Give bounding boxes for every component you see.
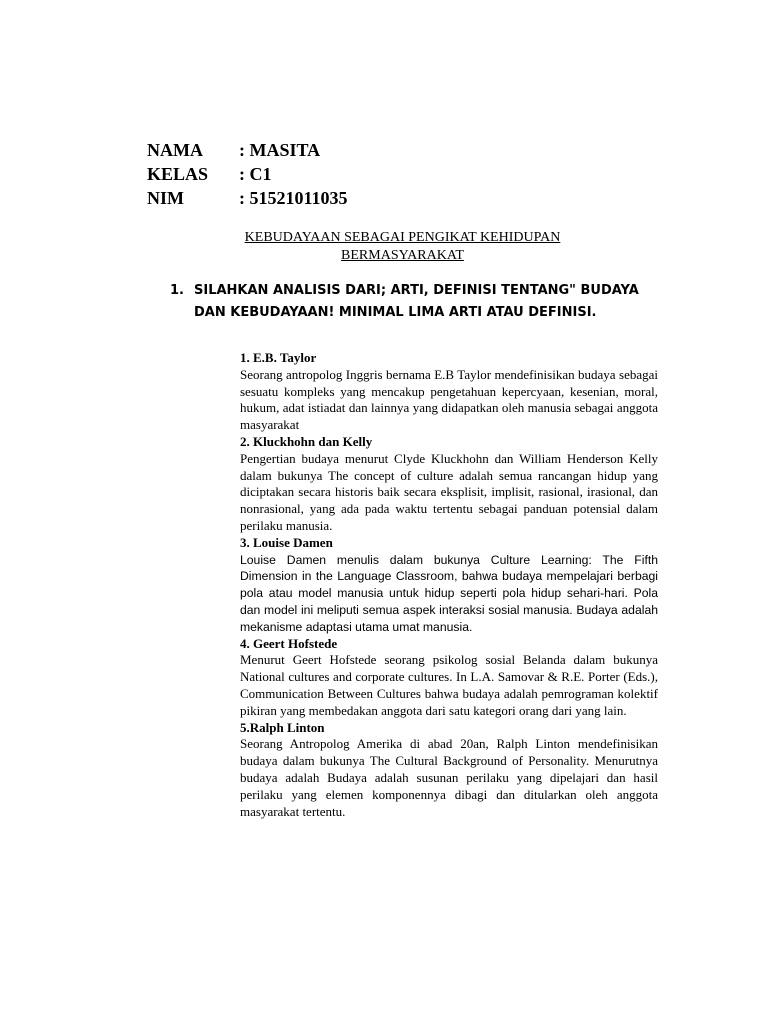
title-line-2: BERMASYARAKAT xyxy=(341,248,464,263)
definition-title: 3. Louise Damen xyxy=(240,534,333,550)
identity-value: : C1 xyxy=(239,164,272,184)
definition-body: Seorang antropolog Inggris bernama E.B Taylor mendefinisikan budaya sebagai sesuatu kompleks yang mencakup pengetahuan kepercyaan, kesenian, moral, hukum, adat istiadat dan lainnya yang didapatkan oleh manusia sebagai anggota masyarakat xyxy=(240,366,658,433)
document-title xyxy=(200,229,605,265)
definition-body: Seorang Antropolog Amerika di abad 20an, Ralph Linton mendefinisikan budaya dalam bukunya The Cultural Background of Personality. Menurutnya budaya adalah Budaya adalah susunan perilaku yang dipelajari dan hasil perilaku yang elemen komponennya dibagi dan ditularkan oleh anggota masyarakat tertentu. xyxy=(240,736,658,819)
identity-label: NAMA xyxy=(147,140,203,160)
definitions-list xyxy=(240,350,658,820)
definition-hofstede xyxy=(240,636,658,720)
identity-row-nama xyxy=(147,138,348,162)
definition-kluckhohn-kelly xyxy=(240,434,658,535)
identity-row-nim xyxy=(147,186,348,210)
definition-body: Louise Damen menulis dalam bukunya Culture Learning: The Fifth Dimension in the Language Classroom, bahwa budaya mempelajari berbagi pola atau model manusia untuk hidup seperti pola hidup sehari-hari. Pola dan model ini meliputi semua aspek interaksi sosial manusia. Budaya adalah mekanisme adaptasi utama umat manusia. xyxy=(240,552,658,634)
definition-body: Menurut Geert Hofstede seorang psikolog sosial Belanda dalam bukunya National cultures and corporate cultures. In L.A. Samovar & R.E. Porter (Eds.), Communication Between Cultures bahwa budaya adalah pemrograman kolektif pikiran yang membedakan anggota dari satu kategori orang dari yang lain. xyxy=(240,652,658,718)
question-number: 1. xyxy=(170,283,184,298)
definition-title: 1. E.B. Taylor xyxy=(240,350,317,365)
identity-label: NIM xyxy=(147,188,184,208)
identity-row-kelas xyxy=(147,162,348,186)
identity-label: KELAS xyxy=(147,164,209,184)
student-identity xyxy=(147,138,348,210)
question-item xyxy=(170,280,650,324)
definition-damen xyxy=(240,535,658,636)
definition-title: 4. Geert Hofstede xyxy=(240,635,338,651)
definition-taylor xyxy=(240,350,658,434)
definition-title: 2. Kluckhohn dan Kelly xyxy=(240,433,373,449)
definition-body: Pengertian budaya menurut Clyde Kluckhohn dan William Henderson Kelly dalam bukunya The concept of culture adalah semua rancangan hidup yang diciptakan secara historis baik secara eksplisit, implisit, rasional, irasional, dan nonrasional, yang ada pada waktu tertentu sebagai panduan potensial dalam perilaku manusia. xyxy=(240,450,658,533)
question-text: SILAHKAN ANALISIS DARI; ARTI, DEFINISI TENTANG" BUDAYA DAN KEBUDAYAAN! MINIMAL LIMA ARTI ATAU DEFINISI. xyxy=(194,283,639,320)
identity-value: : MASITA xyxy=(239,140,321,160)
identity-value: : 51521011035 xyxy=(239,188,348,208)
definition-title: 5.Ralph Linton xyxy=(240,719,325,735)
definition-linton xyxy=(240,720,658,821)
title-line-1: KEBUDAYAAN SEBAGAI PENGIKAT KEHIDUPAN xyxy=(244,230,561,245)
